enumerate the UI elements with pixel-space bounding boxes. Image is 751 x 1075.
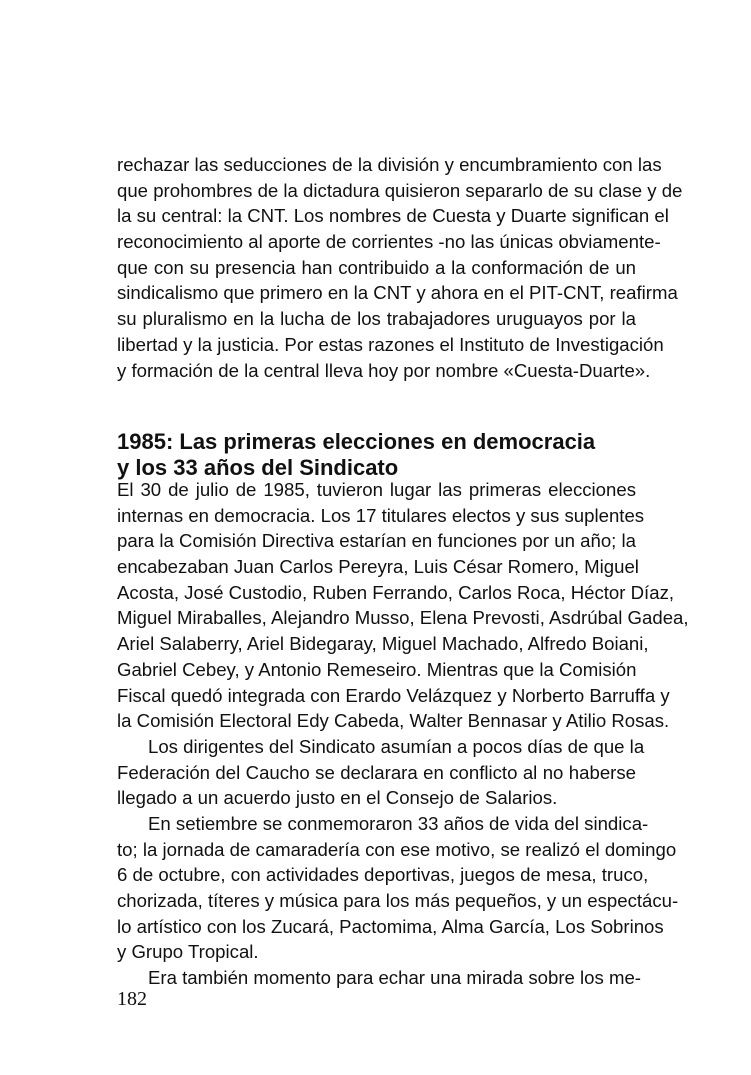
text-line: 1985: Las primeras elecciones en democracia bbox=[117, 429, 596, 454]
text-line: su pluralismo en la lucha de los trabajadores uruguayos por la bbox=[117, 308, 636, 330]
text-line: Acosta, José Custodio, Ruben Ferrando, Carlos Roca, Héctor Díaz, bbox=[117, 581, 675, 603]
text-line: rechazar las seducciones de la división y encumbramiento con las bbox=[117, 154, 662, 175]
text-line: para la Comisión Directiva estarían en funciones por un año; la bbox=[117, 530, 636, 552]
text-line: y formación de la central lleva hoy por nombre «Cuesta-Duarte». bbox=[117, 359, 651, 381]
text-line: que con su presencia han contribuido a la conformación de un bbox=[117, 256, 636, 278]
section-body bbox=[117, 477, 689, 991]
text-line: Gabriel Cebey, y Antonio Remeseiro. Mientras que la Comisión bbox=[117, 658, 637, 680]
text-line: to; la jornada de camaradería con ese motivo, se realizó el domingo bbox=[117, 838, 677, 860]
page-number: 182 bbox=[117, 988, 147, 1010]
section-heading bbox=[117, 429, 636, 481]
text-line: reconocimiento al aporte de corrientes -no las únicas obviamente- bbox=[117, 231, 661, 253]
text-line: El 30 de julio de 1985, tuvieron lugar las primeras elecciones bbox=[117, 479, 636, 500]
text-line: encabezaban Juan Carlos Pereyra, Luis César Romero, Miguel bbox=[117, 556, 639, 578]
text-line: sindicalismo que primero en la CNT y ahora en el PIT-CNT, reafirma bbox=[117, 282, 678, 304]
text-line: Los dirigentes del Sindicato asumían a pocos días de que la bbox=[148, 735, 645, 757]
text-line: lo artístico con los Zucará, Pactomima, Alma García, Los Sobrinos bbox=[117, 915, 664, 937]
text-line: llegado a un acuerdo justo en el Consejo de Salarios. bbox=[117, 787, 558, 809]
text-line: libertad y la justicia. Por estas razones el Instituto de Investigación bbox=[117, 333, 664, 355]
text-line: y los 33 años del Sindicato bbox=[117, 455, 399, 480]
text-line: y Grupo Tropical. bbox=[117, 941, 259, 963]
text-line: internas en democracia. Los 17 titulares electos y sus suplentes bbox=[117, 504, 645, 526]
text-line: chorizada, títeres y música para los más pequeños, y un espectácu- bbox=[117, 890, 679, 911]
text-line: Fiscal quedó integrada con Erardo Velázquez y Norberto Barruffa y bbox=[117, 684, 670, 706]
text-line: 6 de octubre, con actividades deportivas, juegos de mesa, truco, bbox=[117, 864, 649, 886]
text-line: Era también momento para echar una mirada sobre los me- bbox=[148, 967, 641, 989]
text-line: Miguel Miraballes, Alejandro Musso, Elena Prevosti, Asdrúbal Gadea, bbox=[117, 607, 689, 629]
text-line: Federación del Caucho se declarara en conflicto al no haberse bbox=[117, 761, 636, 783]
text-line: En setiembre se conmemoraron 33 años de vida del sindica- bbox=[148, 812, 649, 834]
text-line: que prohombres de la dictadura quisieron separarlo de su clase y de bbox=[117, 179, 683, 201]
text-line: la su central: la CNT. Los nombres de Cuesta y Duarte significan el bbox=[117, 205, 669, 227]
text-line: Ariel Salaberry, Ariel Bidegaray, Miguel Machado, Alfredo Boiani, bbox=[117, 633, 649, 655]
paragraph-continuation bbox=[117, 152, 683, 383]
text-line: la Comisión Electoral Edy Cabeda, Walter Bennasar y Atilio Rosas. bbox=[117, 710, 670, 732]
